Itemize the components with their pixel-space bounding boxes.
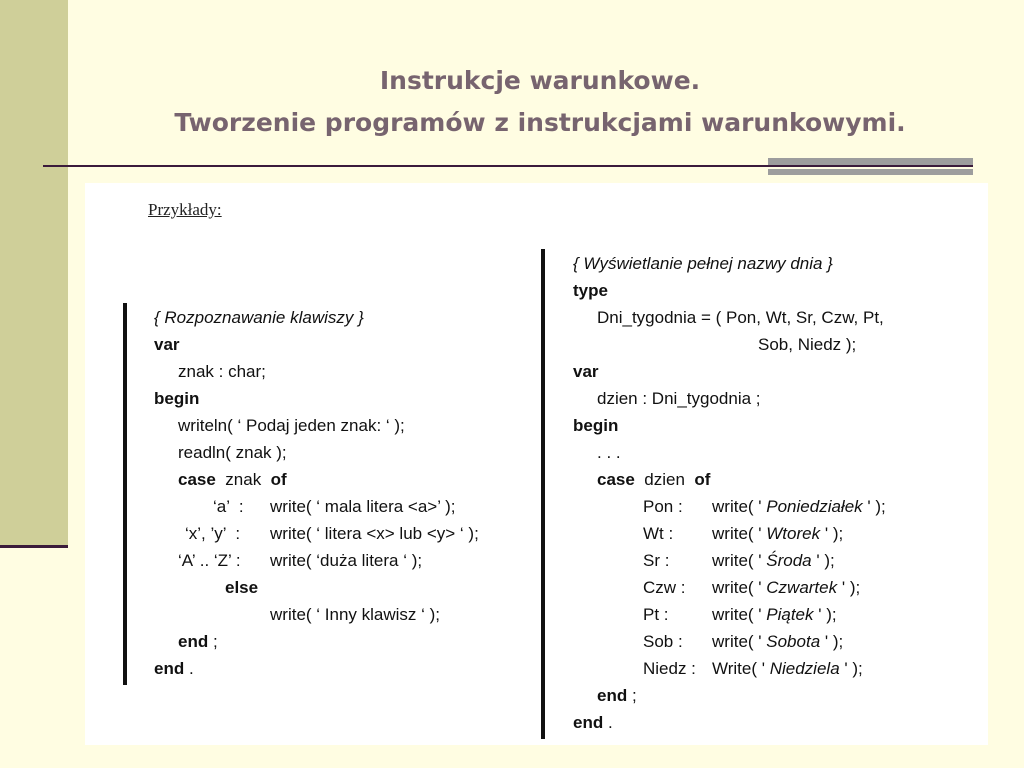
end-keyword: end (573, 713, 604, 732)
right-code-bar (541, 249, 545, 739)
case-statement (712, 574, 860, 601)
case-label-xy: ‘x’, ’y’ : (185, 524, 241, 543)
case-statement (712, 520, 843, 547)
title-rule (43, 165, 973, 167)
write-call: write( ' (712, 632, 762, 651)
write-call: write( ' (712, 497, 762, 516)
write-call: write( ' (712, 524, 762, 543)
write-close: ' ); (824, 632, 844, 651)
case-label: Czw : (643, 578, 686, 597)
right-ellipsis: . . . (597, 443, 621, 462)
right-var-keyword: var (573, 362, 599, 381)
case-label: Sob : (643, 632, 683, 651)
left-var-decl: znak : char; (178, 362, 266, 381)
left-program-end (154, 655, 194, 682)
write-close: ' ); (824, 524, 844, 543)
write-call: write( ' (712, 551, 762, 570)
left-comment: { Rozpoznawanie klawiszy } (154, 308, 364, 327)
right-begin-keyword: begin (573, 416, 619, 435)
left-case-end (178, 628, 218, 655)
case-statement (712, 547, 835, 574)
title-accent-bar (768, 158, 973, 165)
right-type-keyword: type (573, 281, 608, 300)
left-code-bar (123, 303, 127, 685)
case-label: Pt : (643, 605, 669, 624)
of-keyword: of (270, 470, 287, 489)
end-keyword: end (154, 659, 185, 678)
write-call: Write( ' (712, 659, 765, 678)
right-var-decl: dzien : Dni_tygodnia ; (597, 389, 761, 408)
case-variable: znak (225, 470, 262, 489)
case-statement (712, 628, 843, 655)
write-close: ' ); (841, 578, 861, 597)
day-name: Piątek (766, 605, 814, 624)
case-label: Niedz : (643, 659, 696, 678)
case-stmt-AZ: write( ‘duża litera ‘ ); (270, 551, 423, 570)
case-label: Wt : (643, 524, 674, 543)
left-case-line (178, 466, 287, 493)
left-band-rule (0, 545, 68, 548)
end-keyword: end (178, 632, 209, 651)
case-keyword: case (597, 470, 635, 489)
of-keyword: of (694, 470, 711, 489)
left-var-keyword: var (154, 335, 180, 354)
right-case-end (597, 682, 637, 709)
write-call: write( ' (712, 605, 762, 624)
day-name: Sobota (766, 632, 821, 651)
day-name: Środa (766, 551, 812, 570)
end-keyword: end (597, 686, 628, 705)
right-type-decl-1: Dni_tygodnia = ( Pon, Wt, Sr, Czw, Pt, (597, 308, 884, 327)
end-semicolon: ; (631, 686, 637, 705)
left-begin-keyword: begin (154, 389, 200, 408)
left-readln: readln( znak ); (178, 443, 287, 462)
day-name: Wtorek (766, 524, 821, 543)
title-line-1: Instrukcje warunkowe. (379, 66, 701, 95)
write-close: ' ); (816, 551, 835, 570)
case-statement (712, 493, 886, 520)
else-stmt: write( ‘ Inny klawisz ‘ ); (270, 605, 441, 624)
day-name: Czwartek (766, 578, 838, 597)
case-statement (712, 601, 837, 628)
case-label: Sr : (643, 551, 670, 570)
right-comment: { Wyświetlanie pełnej nazwy dnia } (573, 254, 833, 273)
case-label-a: ‘a’ : (213, 497, 244, 516)
case-keyword: case (178, 470, 216, 489)
write-call: write( ' (712, 578, 762, 597)
day-name: Poniedziałek (766, 497, 863, 516)
write-close: ' ); (844, 659, 863, 678)
case-variable: dzien (644, 470, 685, 489)
slide-title (40, 60, 1024, 144)
case-stmt-a: write( ‘ mala litera <a>’ ); (270, 497, 456, 516)
title-line-2: Tworzenie programów z instrukcjami warunkowymi. (174, 108, 906, 137)
end-dot: . (188, 659, 194, 678)
case-label-AZ: ‘A’ .. ‘Z’ : (178, 551, 241, 570)
right-type-decl-2: Sob, Niedz ); (758, 335, 857, 354)
case-label: Pon : (643, 497, 683, 516)
else-keyword: else (225, 578, 259, 597)
case-statement (712, 655, 863, 682)
examples-heading: Przykłady: (148, 200, 222, 219)
day-name: Niedziela (769, 659, 840, 678)
end-dot: . (607, 713, 613, 732)
write-close: ' ); (867, 497, 886, 516)
title-accent-bar-lower (768, 169, 973, 175)
right-case-line (597, 466, 710, 493)
case-stmt-xy: write( ‘ litera <x> lub <y> ‘ ); (270, 524, 479, 543)
right-program-end (573, 709, 613, 736)
write-close: ' ); (818, 605, 837, 624)
end-semicolon: ; (212, 632, 218, 651)
left-writeln: writeln( ‘ Podaj jeden znak: ‘ ); (178, 416, 405, 435)
